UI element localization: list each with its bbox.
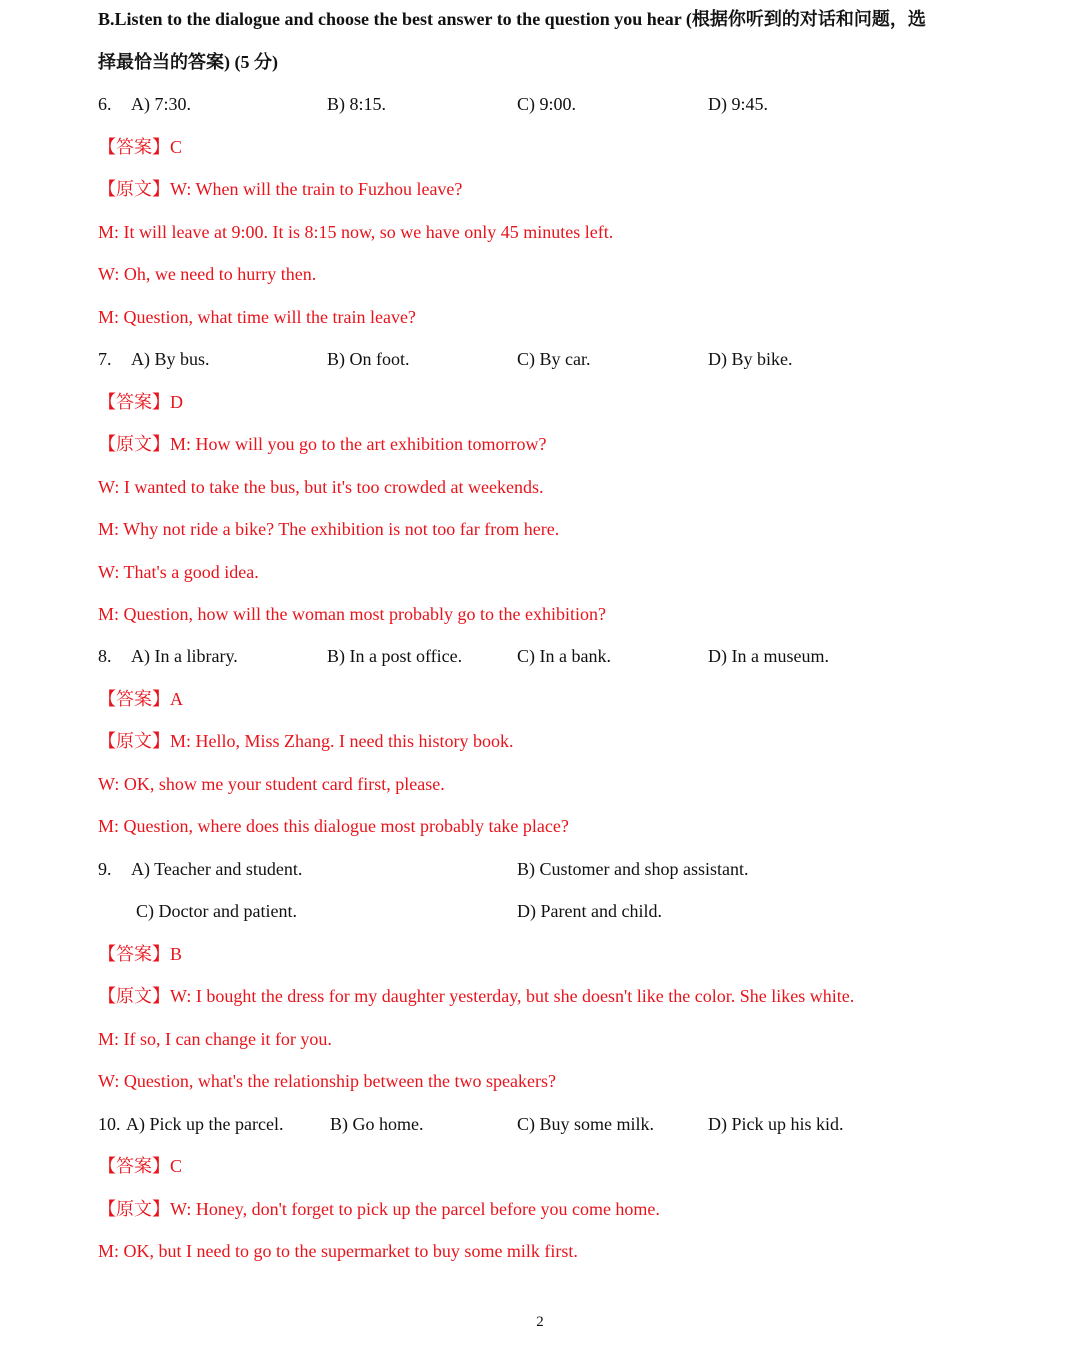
transcript-line: M: Why not ride a bike? The exhibition is not too far from here. (98, 519, 560, 539)
answer-line: 【答案】B (98, 944, 183, 964)
option-a: A) Teacher and student. (131, 859, 303, 879)
answer-line: 【答案】C (98, 137, 183, 157)
option-c: C) 9:00. (517, 94, 577, 114)
question-number: 6. (98, 94, 112, 114)
option-b: B) 8:15. (327, 94, 387, 114)
answer-line: 【答案】D (98, 392, 183, 412)
question-number: 7. (98, 349, 112, 369)
section-heading-line-1: B.Listen to the dialogue and choose the best answer to the question you hear (根据你听到的对话和问题，选 (98, 9, 926, 29)
option-a: A) By bus. (131, 349, 210, 369)
option-d: D) 9:45. (708, 94, 768, 114)
transcript-line: M: Question, what time will the train leave? (98, 307, 416, 327)
transcript-line: W: Question, what's the relationship between the two speakers? (98, 1071, 556, 1091)
page-number: 2 (536, 1314, 544, 1330)
transcript-line: W: That's a good idea. (98, 562, 259, 582)
answer-line: 【答案】A (98, 689, 183, 709)
option-c: C) Buy some milk. (517, 1114, 655, 1134)
transcript-line: W: Oh, we need to hurry then. (98, 264, 317, 284)
question-number: 10. (98, 1114, 121, 1134)
transcript-line: 【原文】M: Hello, Miss Zhang. I need this history book. (98, 731, 514, 751)
option-c: C) Doctor and patient. (136, 901, 297, 921)
option-a: A) 7:30. (131, 94, 191, 114)
transcript-line: M: Question, how will the woman most probably go to the exhibition? (98, 604, 606, 624)
transcript-line: M: Question, where does this dialogue most probably take place? (98, 816, 569, 836)
option-b: B) Customer and shop assistant. (517, 859, 749, 879)
answer-line: 【答案】C (98, 1156, 183, 1176)
question-number: 8. (98, 646, 112, 666)
transcript-line: M: OK, but I need to go to the supermarket to buy some milk first. (98, 1241, 578, 1261)
option-d: D) Parent and child. (517, 901, 662, 921)
option-c: C) By car. (517, 349, 591, 369)
transcript-line: 【原文】W: Honey, don't forget to pick up the parcel before you come home. (98, 1199, 660, 1219)
transcript-line: 【原文】M: How will you go to the art exhibition tomorrow? (98, 434, 547, 454)
option-d: D) In a museum. (708, 646, 829, 666)
section-heading-line-2: 择最恰当的答案) (5 分) (98, 52, 278, 72)
transcript-line: 【原文】W: I bought the dress for my daughter yesterday, but she doesn't like the color. She likes white. (98, 986, 855, 1006)
transcript-line: M: If so, I can change it for you. (98, 1029, 332, 1049)
option-b: B) Go home. (330, 1114, 424, 1134)
transcript-line: W: I wanted to take the bus, but it's too crowded at weekends. (98, 477, 544, 497)
option-b: B) On foot. (327, 349, 410, 369)
transcript-line: 【原文】W: When will the train to Fuzhou leave? (98, 179, 463, 199)
transcript-line: M: It will leave at 9:00. It is 8:15 now, so we have only 45 minutes left. (98, 222, 614, 242)
option-d: D) Pick up his kid. (708, 1114, 844, 1134)
option-a: A) Pick up the parcel. (126, 1114, 284, 1134)
option-b: B) In a post office. (327, 646, 463, 666)
option-a: A) In a library. (131, 646, 238, 666)
question-number: 9. (98, 859, 112, 879)
option-c: C) In a bank. (517, 646, 611, 666)
option-d: D) By bike. (708, 349, 793, 369)
transcript-line: W: OK, show me your student card first, please. (98, 774, 445, 794)
